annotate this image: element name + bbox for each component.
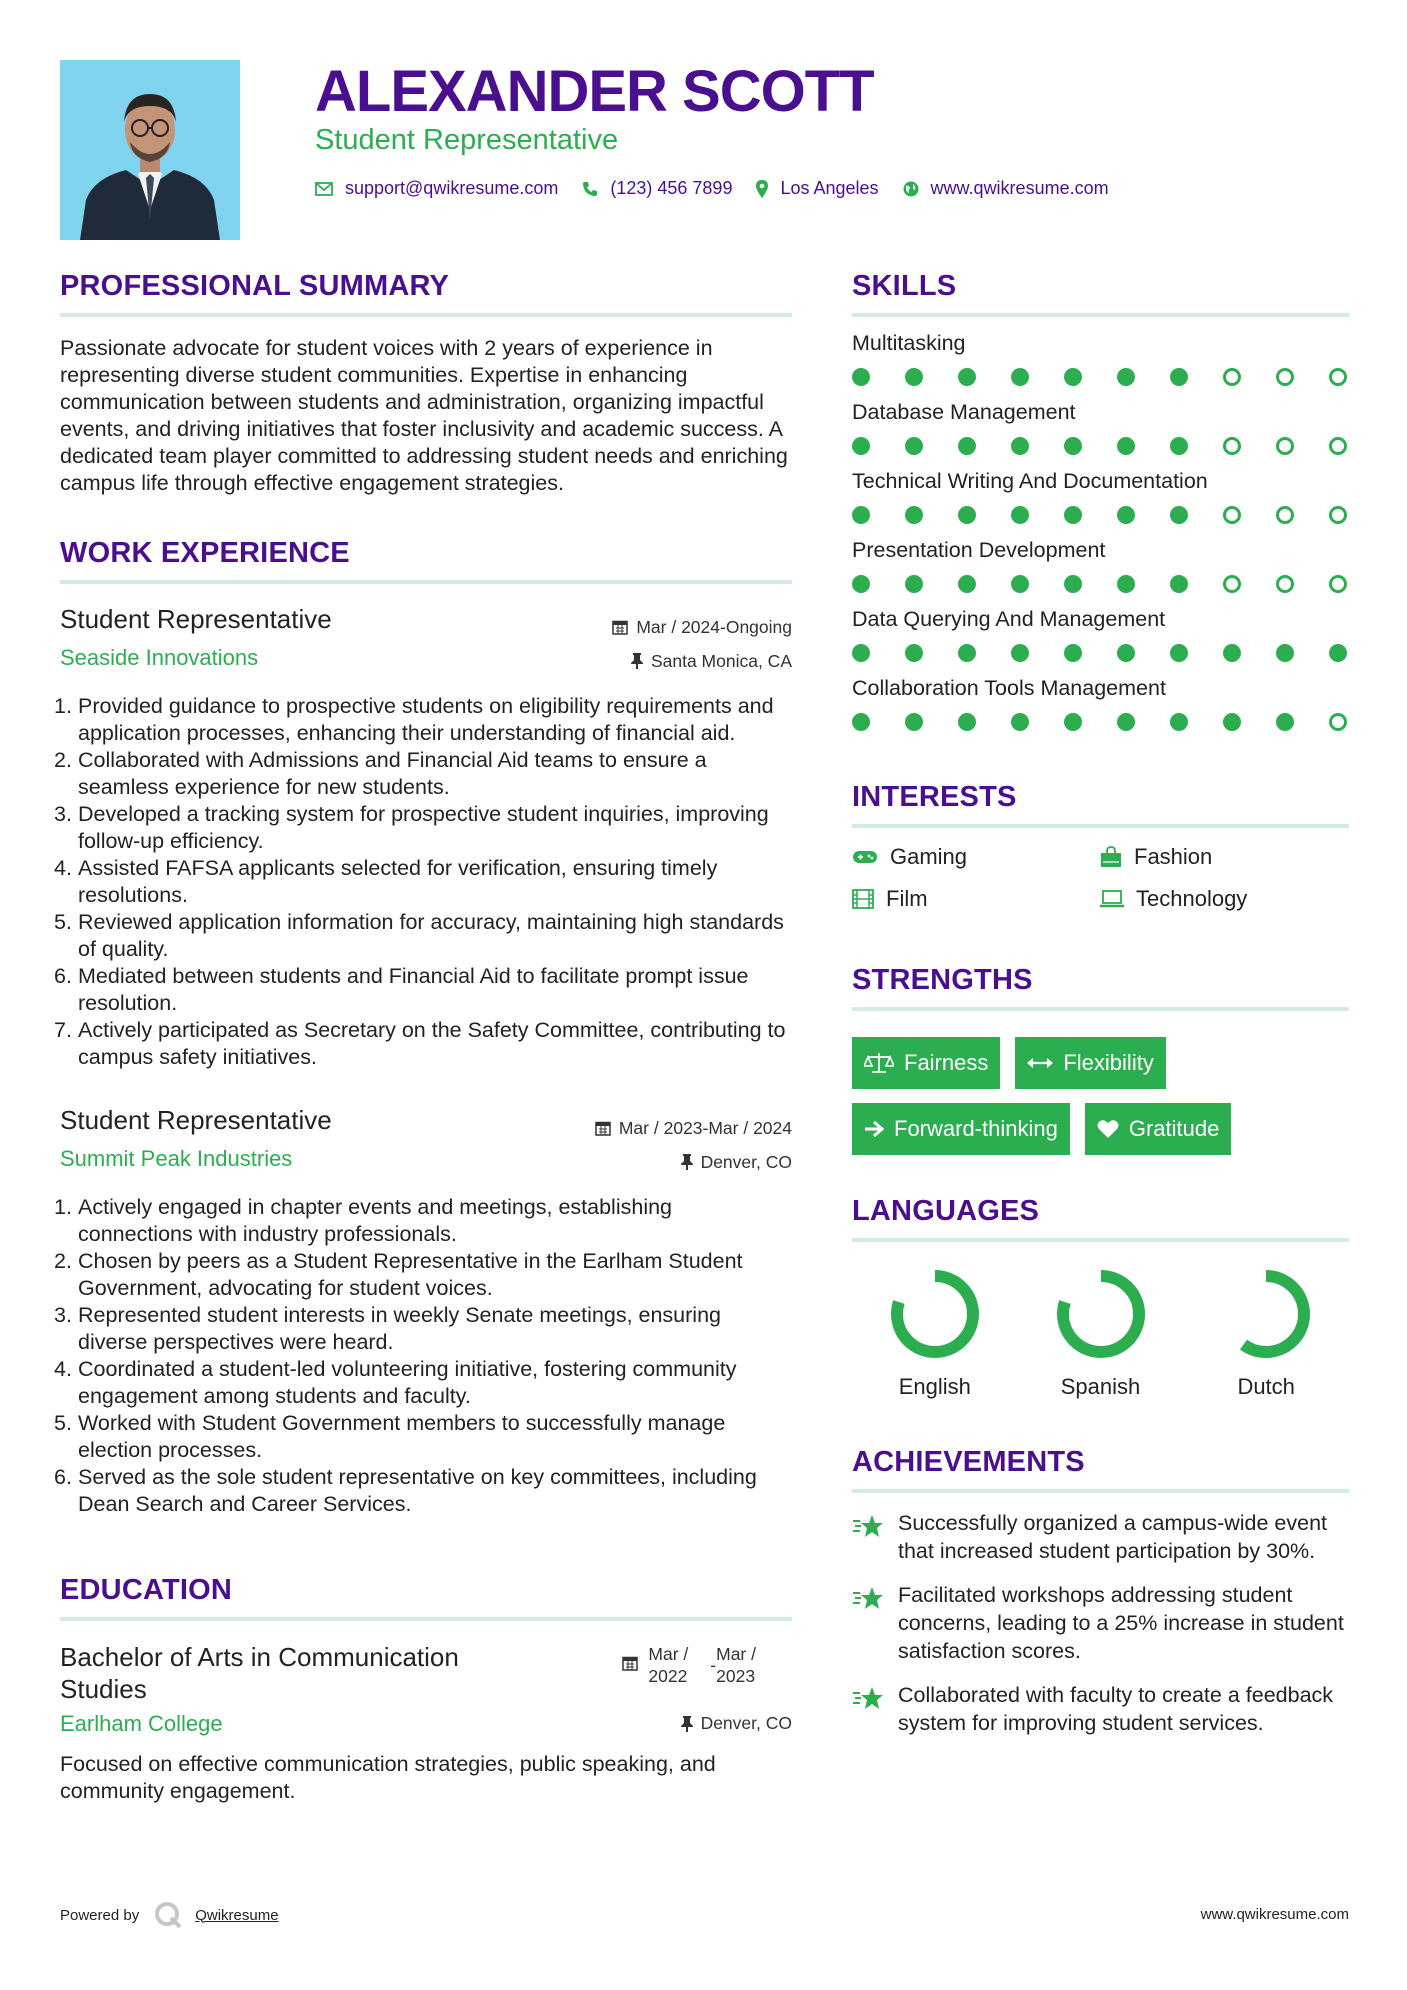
education-entry — [60, 1641, 792, 1805]
job-bullet: Actively participated as Secretary on the Safety Committee, contributing to campus safety initiatives. — [78, 1018, 786, 1069]
education-location-text: Denver, CO — [700, 1713, 792, 1733]
school-name: Earlham College — [60, 1711, 223, 1736]
skill-dot-filled — [852, 506, 870, 524]
job-company: Seaside Innovations — [60, 645, 259, 670]
achievement-text: Facilitated workshops addressing student concerns, leading to a 25% increase in student satisfaction scores. — [898, 1583, 1344, 1663]
job-bullet: Actively engaged in chapter events and meetings, establishing connections with industry professionals. — [78, 1195, 673, 1246]
trophy-star-icon — [852, 1585, 884, 1611]
skill-dot-filled — [958, 575, 976, 593]
skill-item — [852, 400, 1349, 455]
interest-label: Technology — [1136, 886, 1248, 911]
language-item — [1018, 1266, 1184, 1400]
achievements-list — [852, 1509, 1349, 1737]
skill-item — [852, 607, 1349, 662]
skill-dot-filled — [1329, 644, 1347, 662]
job-date: Mar / 2024-Ongoing — [636, 616, 792, 637]
skill-name: Multitasking — [852, 331, 966, 355]
skill-item — [852, 538, 1349, 593]
education-date-dash: - — [710, 1655, 717, 1675]
language-level-ring — [887, 1266, 983, 1362]
job-bullet: Provided guidance to prospective students on eligibility requirements and application processes, enhancing their understanding of financial aid. — [78, 694, 774, 745]
skill-dot-filled — [1011, 575, 1029, 593]
skill-rating — [852, 506, 1349, 524]
gamepad-icon — [852, 849, 878, 865]
skill-dot-filled — [1170, 506, 1188, 524]
contact-location-text: Los Angeles — [780, 178, 879, 198]
skill-dot-empty — [1276, 575, 1294, 593]
calendar-icon — [622, 1655, 638, 1671]
education-end — [716, 1643, 756, 1687]
achievement-text: Collaborated with faculty to create a feedback system for improving student services. — [898, 1683, 1334, 1735]
language-name: English — [898, 1374, 971, 1399]
skill-dot-filled — [905, 713, 923, 731]
powered-by-label: Powered by — [60, 1906, 140, 1924]
footer-website[interactable]: www.qwikresume.com — [1200, 1906, 1349, 1923]
skill-dot-filled — [905, 644, 923, 662]
interests-list — [852, 844, 1349, 912]
contact-website-text: www.qwikresume.com — [930, 178, 1109, 198]
skill-dot-filled — [852, 713, 870, 731]
right-column — [852, 270, 1349, 1737]
skill-dot-filled — [1223, 713, 1241, 731]
skill-dot-filled — [1276, 644, 1294, 662]
trophy-star-icon — [852, 1513, 884, 1539]
skill-dot-filled — [1170, 713, 1188, 731]
skill-item — [852, 469, 1349, 524]
skill-dot-filled — [1117, 713, 1135, 731]
achievement-item — [852, 1581, 1349, 1665]
interest-item — [1100, 844, 1348, 870]
education-end-month: Mar / — [716, 1644, 756, 1664]
section-divider — [852, 1489, 1349, 1493]
skill-dot-filled — [905, 368, 923, 386]
education-section — [60, 1574, 792, 1805]
contact-email[interactable] — [315, 178, 558, 199]
skill-dot-filled — [1170, 368, 1188, 386]
education-end-year: 2023 — [716, 1666, 756, 1686]
interest-item — [1100, 886, 1348, 912]
skill-dot-filled — [1223, 644, 1241, 662]
job-bullet: Assisted FAFSA applicants selected for verification, ensuring timely resolutions. — [78, 856, 718, 907]
skill-dot-filled — [1064, 506, 1082, 524]
skill-name: Collaboration Tools Management — [852, 676, 1166, 700]
interest-item — [852, 886, 1100, 912]
skill-dot-empty — [1223, 368, 1241, 386]
thumbtack-icon — [681, 1716, 693, 1732]
skill-dot-filled — [958, 368, 976, 386]
contact-email-text: support@qwikresume.com — [345, 178, 559, 198]
qwikresume-logo-icon — [153, 1900, 183, 1930]
education-location — [681, 1713, 792, 1734]
skill-dot-filled — [852, 575, 870, 593]
skill-dot-filled — [1170, 575, 1188, 593]
skill-dot-filled — [1117, 506, 1135, 524]
skill-dot-filled — [1011, 713, 1029, 731]
skill-item — [852, 331, 1349, 386]
skills-list — [852, 331, 1349, 731]
skill-dot-filled — [905, 437, 923, 455]
job-bullet: Chosen by peers as a Student Representative in the Earlham Student Government, advocating for student voices. — [78, 1249, 743, 1300]
language-level-arc — [1063, 1276, 1139, 1352]
arrows-horizontal-icon — [1027, 1056, 1053, 1070]
balance-scale-icon — [864, 1052, 894, 1074]
laptop-icon — [1100, 890, 1124, 908]
education-start-month: Mar / — [648, 1644, 689, 1664]
skill-name: Presentation Development — [852, 538, 1106, 562]
contact-phone[interactable] — [582, 178, 732, 199]
candidate-name: ALEXANDER SCOTT — [315, 59, 874, 124]
language-item — [1183, 1266, 1349, 1400]
work-title: WORK EXPERIENCE — [60, 537, 350, 569]
interest-label: Gaming — [890, 844, 968, 869]
job-bullet: Coordinated a student-led volunteering initiative, fostering community engagement among students and faculty. — [78, 1357, 737, 1408]
strength-label: Forward-thinking — [894, 1116, 1058, 1141]
shopping-bag-icon — [1100, 846, 1122, 868]
job-entry — [60, 1105, 792, 1518]
strength-label: Gratitude — [1128, 1116, 1220, 1141]
language-level-ring — [1053, 1266, 1149, 1362]
section-divider — [60, 580, 792, 584]
strength-badge — [852, 1037, 1000, 1089]
section-divider — [852, 824, 1349, 828]
interest-item — [852, 844, 1100, 870]
skill-dot-empty — [1223, 506, 1241, 524]
skill-dot-filled — [1276, 713, 1294, 731]
summary-text: Passionate advocate for student voices with 2 years of experience in representing diverse student communities. Expertise in enhancing communication between students and administration, organizing impactful events, and driving initiatives that foster inclusivity and academic success. A dedicated team player committed to addressing student needs and enriching campus life through effective engagement strategies. — [60, 336, 788, 495]
work-section — [60, 537, 792, 1518]
strength-label: Fairness — [904, 1050, 989, 1075]
skill-rating — [852, 644, 1349, 662]
job-location: Denver, CO — [700, 1151, 792, 1172]
skill-dot-empty — [1329, 506, 1347, 524]
contact-location — [756, 178, 878, 199]
skill-dot-filled — [852, 437, 870, 455]
skill-dot-filled — [958, 644, 976, 662]
skill-dot-filled — [905, 575, 923, 593]
heart-icon — [1097, 1119, 1119, 1139]
skill-name: Database Management — [852, 400, 1076, 424]
trophy-star-icon — [852, 1685, 884, 1711]
footer-powered-by — [60, 1900, 279, 1930]
education-dates — [622, 1643, 756, 1687]
envelope-icon — [315, 182, 333, 196]
calendar-icon — [595, 1120, 611, 1136]
skill-dot-filled — [958, 713, 976, 731]
skill-dot-filled — [1170, 437, 1188, 455]
skill-name: Data Querying And Management — [852, 607, 1166, 631]
thumbtack-icon — [631, 653, 643, 669]
candidate-role: Student Representative — [315, 124, 619, 156]
brand-link[interactable]: Qwikresume — [195, 1906, 279, 1924]
achievements-section — [852, 1446, 1349, 1737]
language-level-arc — [897, 1276, 973, 1352]
film-icon — [852, 889, 874, 909]
job-title: Student Representative — [60, 1105, 332, 1135]
skill-dot-empty — [1276, 368, 1294, 386]
section-divider — [60, 313, 792, 317]
job-meta — [595, 1111, 792, 1179]
achievements-title: ACHIEVEMENTS — [852, 1446, 1085, 1478]
skill-dot-filled — [1011, 506, 1029, 524]
interests-title: INTERESTS — [852, 781, 1017, 813]
job-bullet: Developed a tracking system for prospective student inquiries, improving follow-up efficiency. — [78, 802, 769, 853]
education-description: Focused on effective communication strategies, public speaking, and community engagement. — [60, 1752, 716, 1803]
skill-dot-filled — [1117, 644, 1135, 662]
skill-dot-filled — [905, 506, 923, 524]
calendar-icon — [612, 619, 628, 635]
contact-bar — [315, 178, 1133, 199]
job-date: Mar / 2023-Mar / 2024 — [618, 1117, 792, 1138]
section-divider — [852, 1238, 1349, 1242]
job-bullet: Collaborated with Admissions and Financial Aid teams to ensure a seamless experience for new students. — [78, 748, 707, 799]
skill-dot-empty — [1223, 575, 1241, 593]
profile-photo — [60, 60, 240, 240]
arrow-right-icon — [864, 1120, 884, 1138]
skill-rating — [852, 437, 1349, 455]
skill-dot-empty — [1329, 437, 1347, 455]
education-start-year: 2022 — [648, 1666, 688, 1686]
contact-phone-text: (123) 456 7899 — [610, 178, 733, 198]
skills-title: SKILLS — [852, 270, 957, 302]
skill-name: Technical Writing And Documentation — [852, 469, 1208, 493]
section-divider — [60, 1617, 792, 1621]
interest-label: Fashion — [1134, 844, 1213, 869]
skill-item — [852, 676, 1349, 731]
job-company: Summit Peak Industries — [60, 1146, 293, 1171]
language-level-arc — [1228, 1276, 1304, 1352]
thumbtack-icon — [681, 1154, 693, 1170]
skill-dot-empty — [1276, 506, 1294, 524]
skill-dot-filled — [1117, 575, 1135, 593]
skill-dot-filled — [1117, 437, 1135, 455]
job-location: Santa Monica, CA — [650, 650, 792, 671]
strength-label: Flexibility — [1063, 1050, 1154, 1075]
skill-dot-empty — [1223, 437, 1241, 455]
job-bullets — [60, 693, 792, 1071]
degree-line-2: Studies — [60, 1674, 147, 1704]
job-title: Student Representative — [60, 604, 332, 634]
language-item — [852, 1266, 1018, 1400]
languages-section — [852, 1195, 1349, 1400]
skill-rating — [852, 575, 1349, 593]
job-bullet: Represented student interests in weekly Senate meetings, ensuring diverse perspectives were heard. — [78, 1303, 721, 1354]
interests-section — [852, 781, 1349, 912]
skill-dot-filled — [1011, 368, 1029, 386]
language-level-ring — [1218, 1266, 1314, 1362]
education-start — [648, 1643, 688, 1687]
skill-dot-filled — [1064, 368, 1082, 386]
strengths-section — [852, 964, 1349, 1155]
achievement-item — [852, 1681, 1349, 1737]
summary-section — [60, 270, 792, 497]
education-title: EDUCATION — [60, 1574, 233, 1606]
contact-website[interactable] — [903, 178, 1109, 199]
map-marker-icon — [756, 180, 768, 198]
skill-dot-filled — [852, 368, 870, 386]
languages-title: LANGUAGES — [852, 1195, 1040, 1227]
skill-dot-filled — [1064, 437, 1082, 455]
language-name: Dutch — [1237, 1374, 1295, 1399]
skill-dot-empty — [1329, 713, 1347, 731]
left-column — [60, 270, 792, 1805]
achievement-text: Successfully organized a campus-wide event that increased student participation by 30%. — [898, 1511, 1328, 1563]
strengths-title: STRENGTHS — [852, 964, 1033, 996]
strengths-list — [852, 1023, 1349, 1155]
skill-dot-filled — [1117, 368, 1135, 386]
language-name: Spanish — [1060, 1374, 1141, 1399]
languages-list — [852, 1266, 1349, 1400]
job-bullet: Served as the sole student representative on key committees, including Dean Search and Career Services. — [78, 1465, 757, 1516]
degree-line-1: Bachelor of Arts in Communication — [60, 1642, 459, 1672]
job-bullet: Reviewed application information for accuracy, maintaining high standards of quality. — [78, 910, 784, 961]
skill-dot-empty — [1329, 368, 1347, 386]
skill-dot-filled — [1011, 437, 1029, 455]
achievement-item — [852, 1509, 1349, 1565]
skill-dot-empty — [1276, 437, 1294, 455]
skill-dot-filled — [958, 506, 976, 524]
skill-dot-filled — [1064, 575, 1082, 593]
summary-title: PROFESSIONAL SUMMARY — [60, 270, 450, 302]
skill-dot-filled — [1064, 713, 1082, 731]
skill-dot-filled — [1170, 644, 1188, 662]
skill-dot-empty — [1329, 575, 1347, 593]
interest-label: Film — [886, 886, 928, 911]
globe-icon — [903, 181, 919, 197]
job-bullets — [60, 1194, 792, 1518]
strength-badge — [852, 1103, 1070, 1155]
skill-dot-filled — [958, 437, 976, 455]
section-divider — [852, 313, 1349, 317]
skill-dot-filled — [852, 644, 870, 662]
strength-badge — [1085, 1103, 1232, 1155]
job-bullet: Mediated between students and Financial Aid to facilitate prompt issue resolution. — [78, 964, 749, 1015]
strength-badge — [1015, 1037, 1165, 1089]
skill-dot-filled — [1064, 644, 1082, 662]
skill-rating — [852, 713, 1349, 731]
skill-rating — [852, 368, 1349, 386]
skills-section — [852, 270, 1349, 731]
job-bullet: Worked with Student Government members to successfully manage election processes. — [78, 1411, 726, 1462]
job-entry — [60, 604, 792, 1071]
job-meta — [612, 610, 792, 678]
section-divider — [852, 1007, 1349, 1011]
phone-icon — [582, 181, 598, 197]
skill-dot-filled — [1011, 644, 1029, 662]
